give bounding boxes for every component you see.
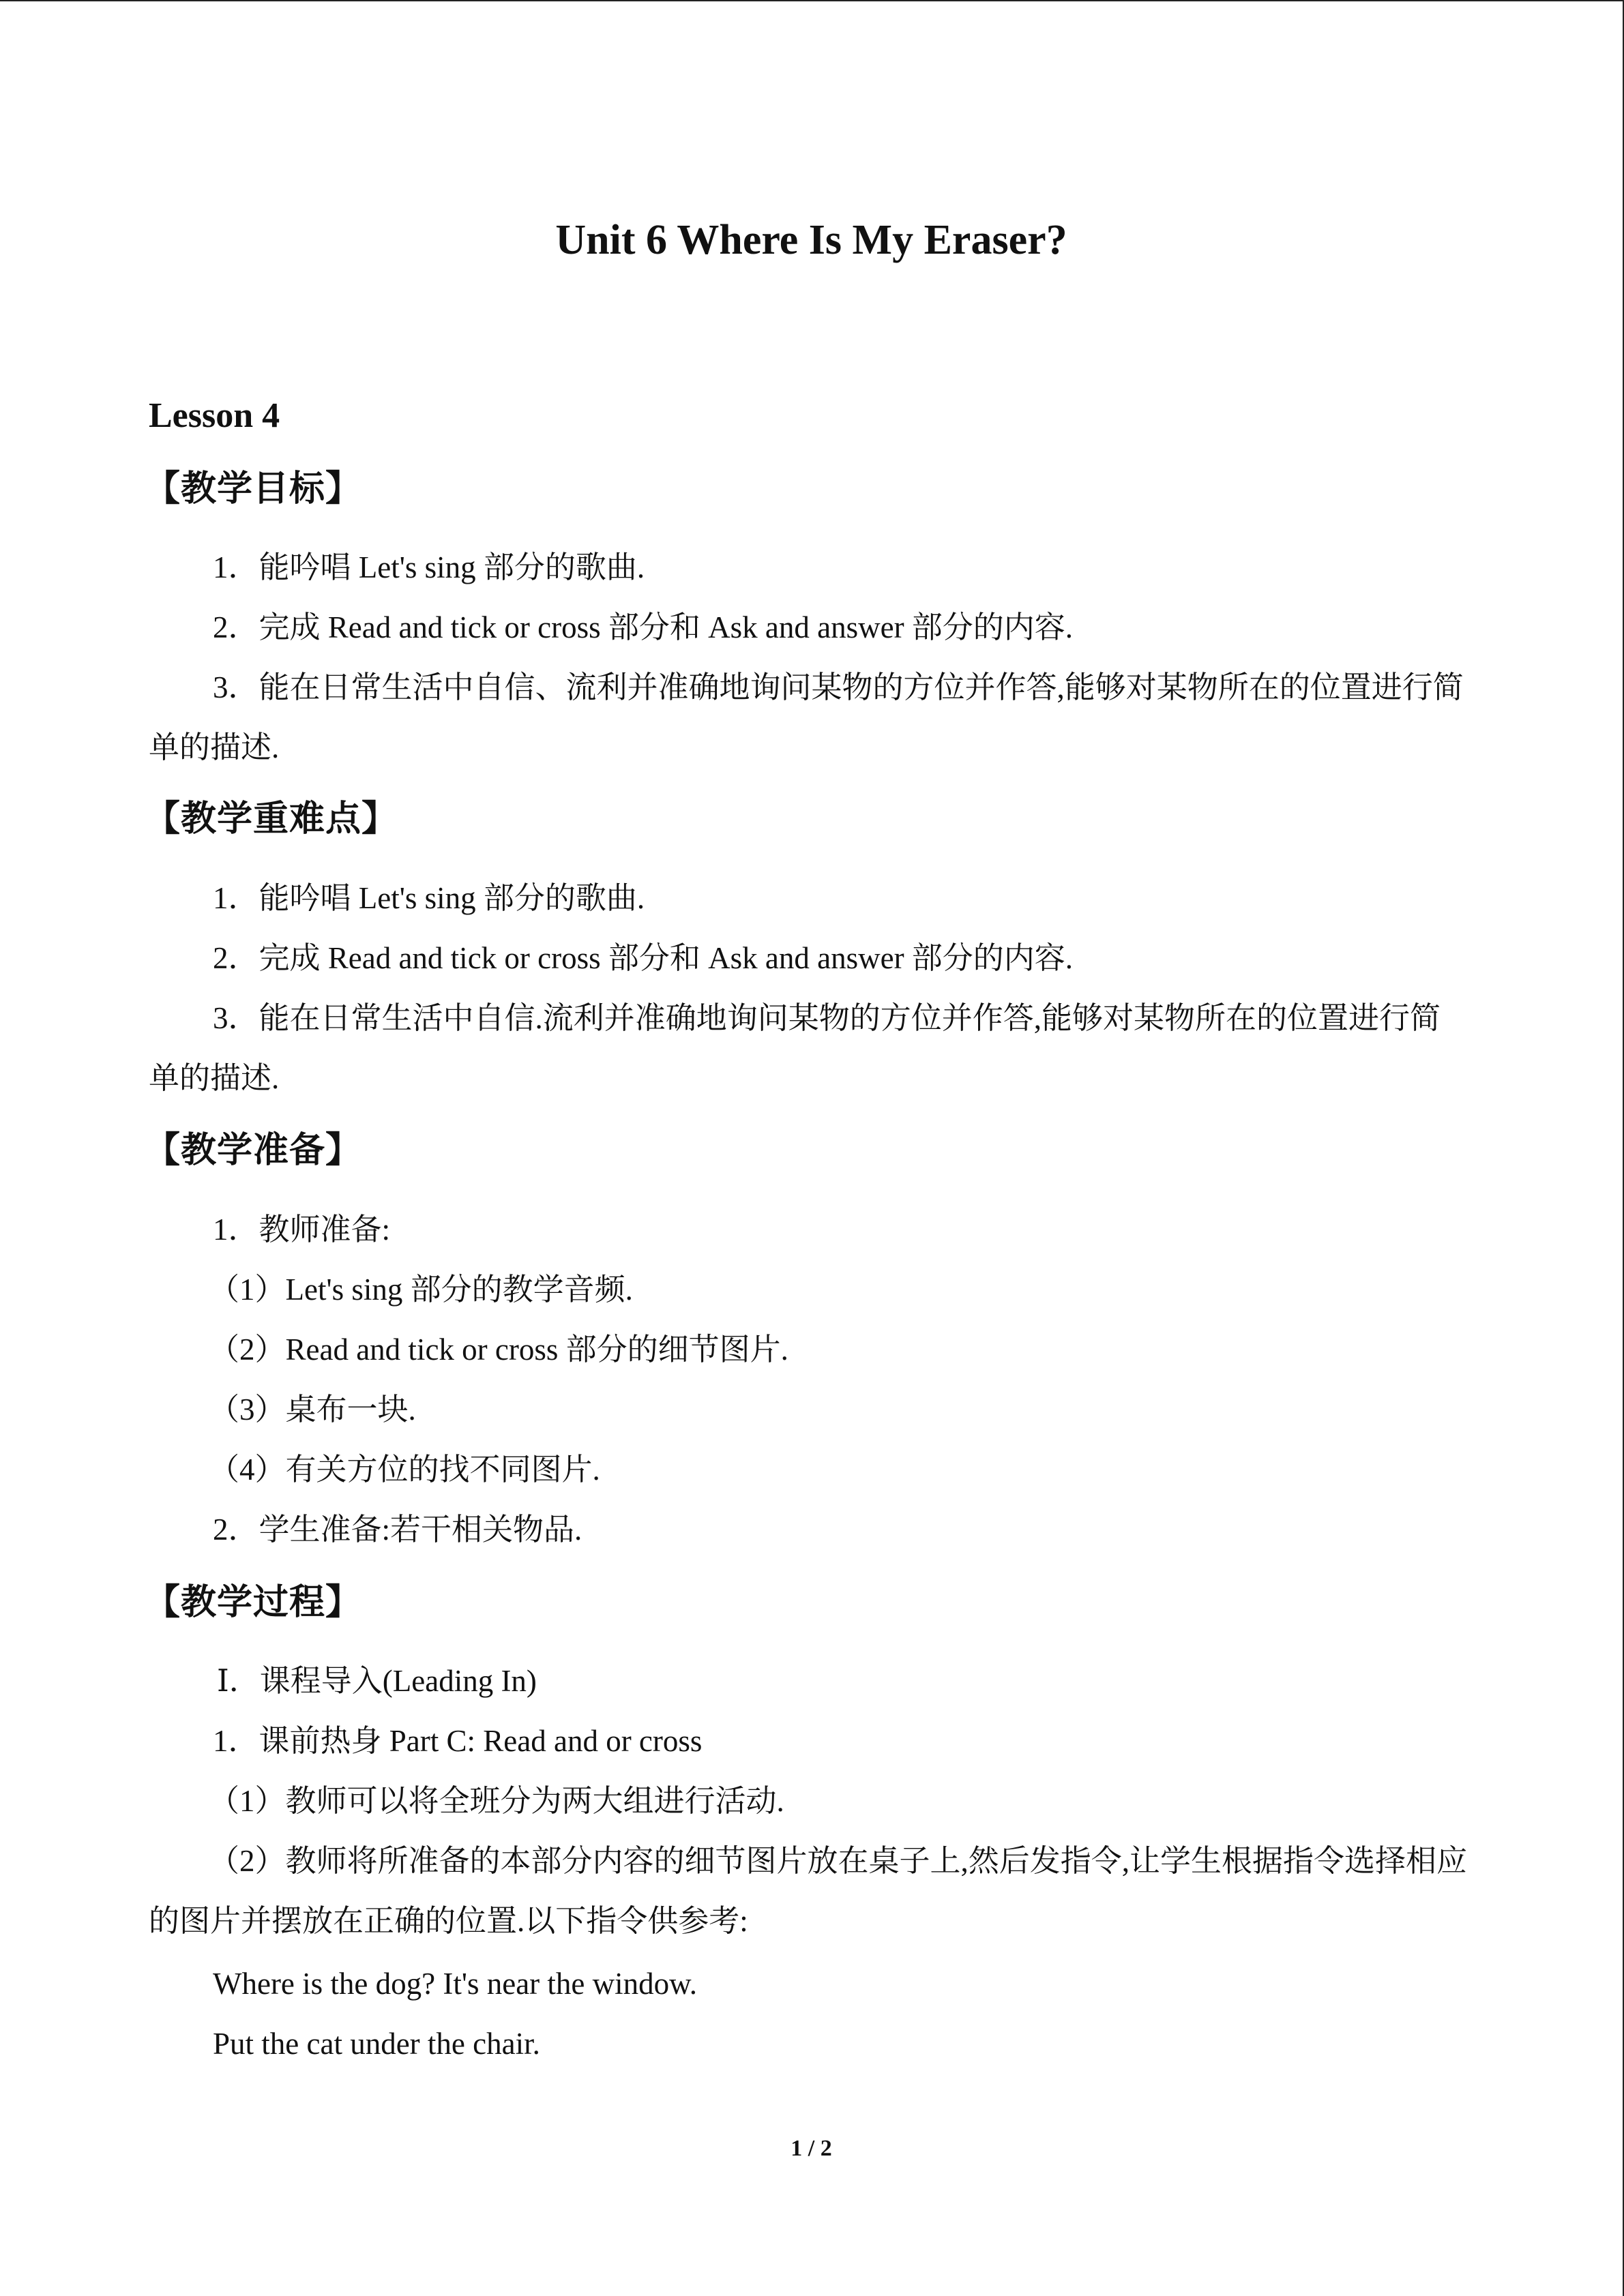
key-point-item: 2．完成 Read and tick or cross 部分和 Ask and answer 部分的内容. <box>213 941 1074 975</box>
objective-item: 2．完成 Read and tick or cross 部分和 Ask and answer 部分的内容. <box>213 610 1074 644</box>
document-title: Unit 6 Where Is My Eraser? <box>555 217 1067 263</box>
teacher-prep-item: （3）桌布一块. <box>209 1392 416 1427</box>
teacher-prep-item: （4）有关方位的找不同图片. <box>209 1452 600 1487</box>
process-warmup: 1．课前热身 Part C: Read and or cross <box>213 1724 703 1758</box>
process-step: （2）教师将所准备的本部分内容的细节图片放在桌子上,然后发指令,让学生根据指令选择相应的图片并摆放在正确的位置.以下指令供参考: <box>149 1844 1468 1938</box>
page-indicator: 1 / 2 <box>791 2136 832 2161</box>
section-heading-key-points: 【教学重难点】 <box>145 799 398 839</box>
teacher-prep-label: 1．教师准备: <box>213 1212 391 1247</box>
objective-item: 3．能在日常生活中自信、流利并准确地询问某物的方位并作答,能够对某物所在的位置进行简单的描述. <box>149 670 1464 764</box>
objective-item: 1．能吟唱 Let's sing 部分的歌曲. <box>213 550 645 584</box>
section-heading-objectives: 【教学目标】 <box>145 468 362 509</box>
student-prep-label: 2．学生准备:若干相关物品. <box>213 1512 582 1547</box>
process-stage: Ⅰ．课程导入(Leading In) <box>217 1664 537 1698</box>
section-heading-preparation: 【教学准备】 <box>145 1130 362 1171</box>
example-instruction: Put the cat under the chair. <box>213 2027 540 2061</box>
section-heading-process: 【教学过程】 <box>145 1582 362 1623</box>
example-instruction: Where is the dog? It's near the window. <box>213 1967 697 2001</box>
teacher-prep-item: （1）Let's sing 部分的教学音频. <box>209 1272 633 1307</box>
lesson-label: Lesson 4 <box>149 396 280 435</box>
key-point-item: 3．能在日常生活中自信.流利并准确地询问某物的方位并作答,能够对某物所在的位置进行简单的描述. <box>149 1001 1441 1095</box>
teacher-prep-item: （2）Read and tick or cross 部分的细节图片. <box>209 1332 788 1367</box>
process-step: （1）教师可以将全班分为两大组进行活动. <box>209 1784 784 1818</box>
key-point-item: 1．能吟唱 Let's sing 部分的歌曲. <box>213 881 645 915</box>
